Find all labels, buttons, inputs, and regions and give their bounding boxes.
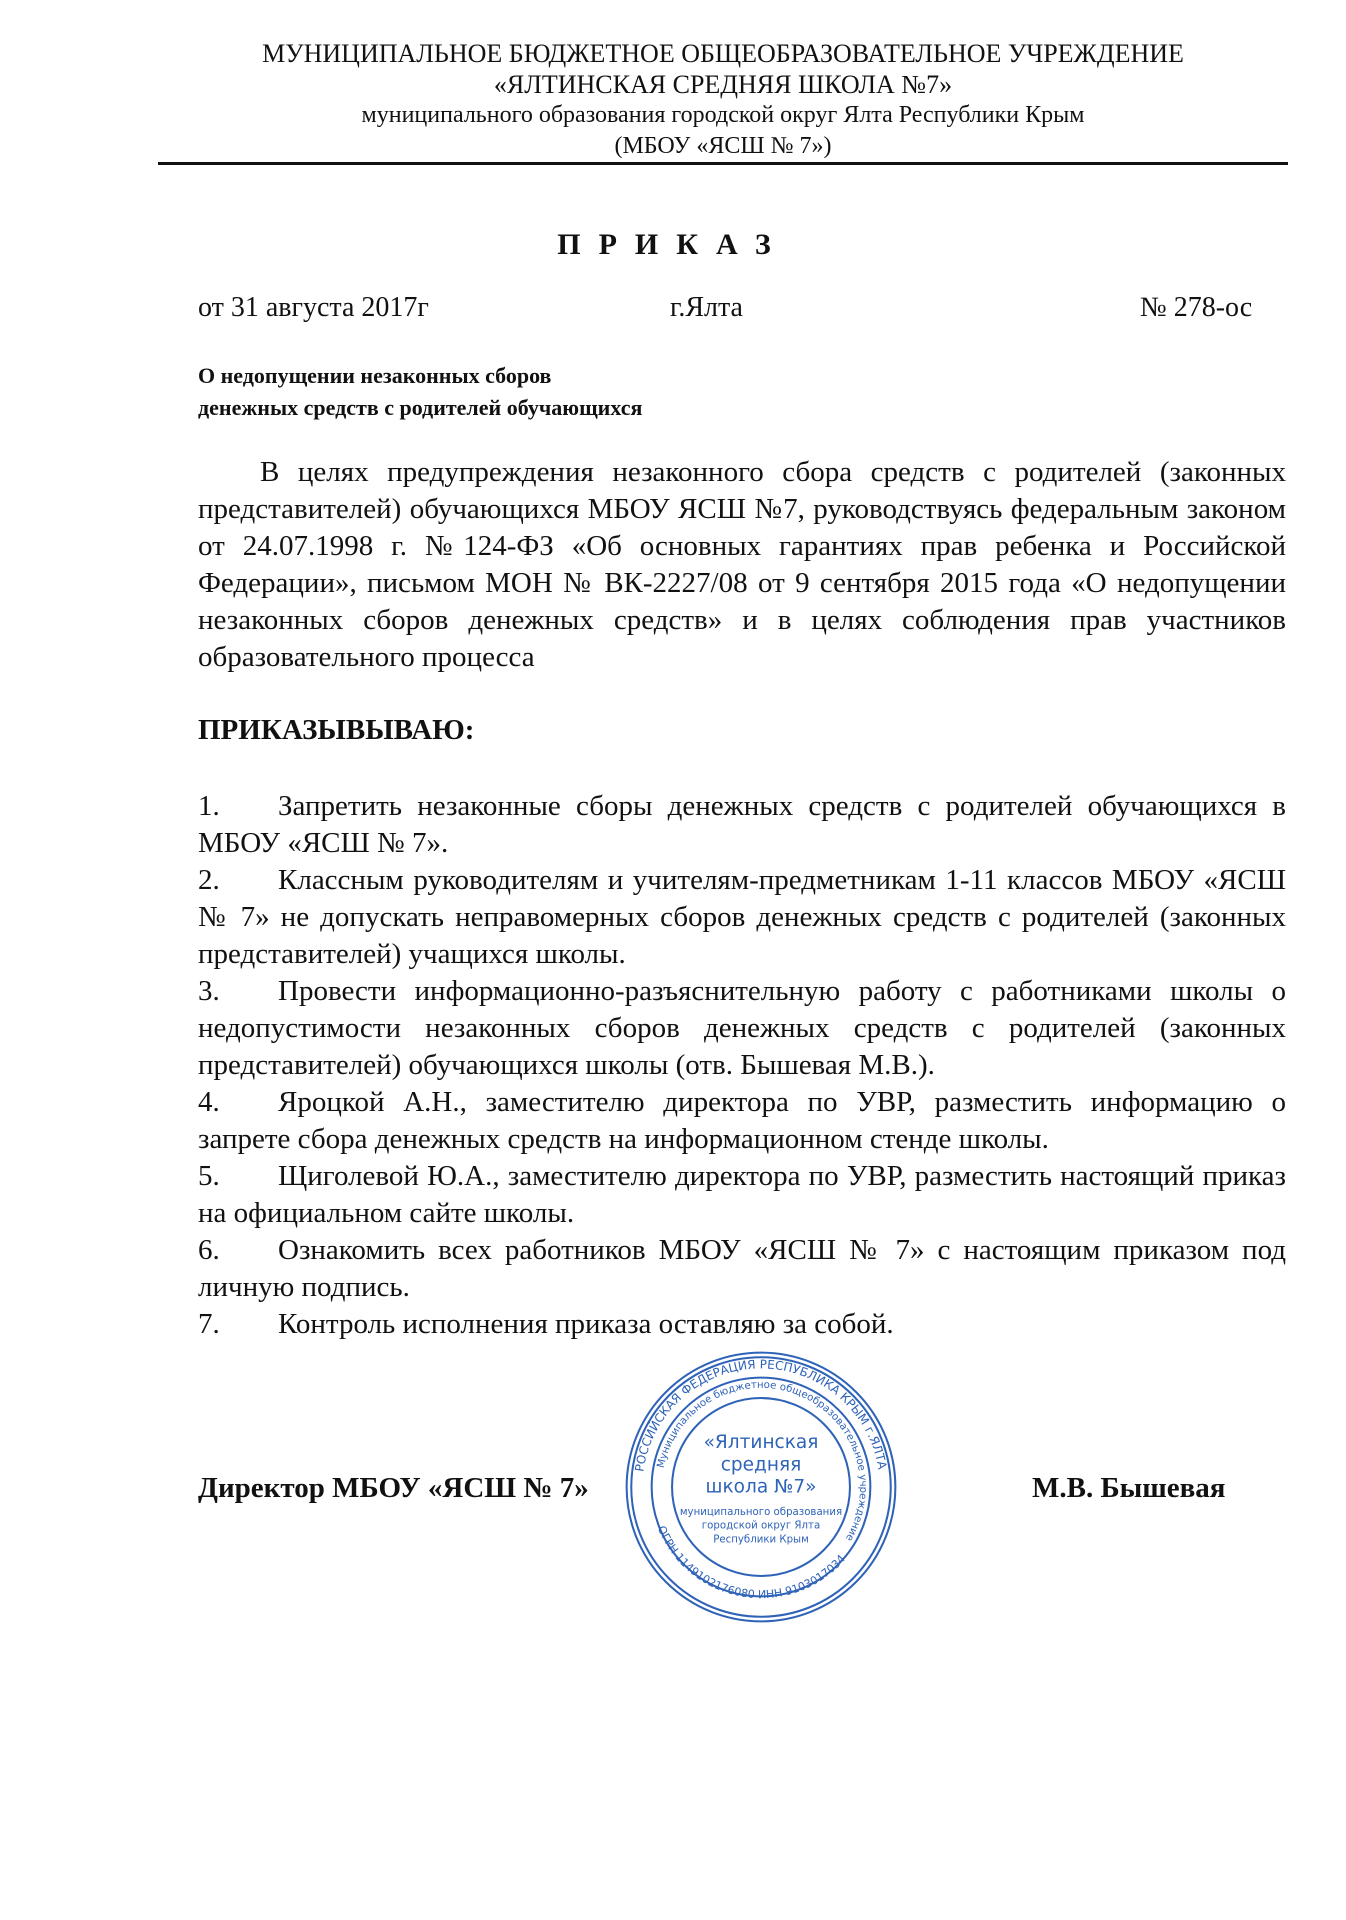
- stamp-small-line-2: городской округ Ялта: [701, 1520, 821, 1532]
- subject-line-2: денежных средств с родителей обучающихся: [198, 395, 643, 420]
- order-item: [198, 1306, 1286, 1343]
- item-text: Запретить незаконные сборы денежных средств с родителей обучающихся в МБОУ «ЯСШ № 7».: [198, 790, 1286, 859]
- order-city: г.Ялта: [670, 292, 743, 323]
- item-text: Яроцкой А.Н., заместителю директора по УВР, разместить информацию о запрете сбора денежных средств на информационном стенде школы.: [198, 1086, 1286, 1155]
- item-text: Ознакомить всех работников МБОУ «ЯСШ № 7» с настоящим приказом под личную подпись.: [198, 1234, 1286, 1303]
- item-number: 1.: [198, 790, 220, 822]
- stamp-outer-ring-text: РОССИЙСКАЯ ФЕДЕРАЦИЯ РЕСПУБЛИКА КРЫМ г.ЯЛТА: [632, 1357, 890, 1473]
- preamble-paragraph: В целях предупреждения незаконного сбора средств с родителей (законных представителей) обучающихся МБОУ ЯСШ №7, руководствуясь федеральным законом от 24.07.1998 г. №124-ФЗ «Об основных гарантиях прав ребенка и Российской Федерации», письмом МОН № ВК-2227/08 от 9 сентября 2015 года «О недопущении незаконных сборов денежных средств» и в целях соблюдения прав участников образовательного процесса: [198, 456, 1286, 673]
- item-number: 7.: [198, 1308, 220, 1340]
- stamp-center-line-1: «Ялтинская: [703, 1432, 819, 1454]
- order-item: [198, 1158, 1286, 1232]
- document-title: ПРИКАЗ: [557, 228, 789, 261]
- stamp-inner-ring-text: Муниципальное бюджетное общеобразовательное учреждение: [655, 1379, 869, 1543]
- item-text: Провести информационно-разъяснительную работу с работниками школы о недопустимости незаконных сборов денежных средств с родителей (законных представителей) обучающихся школы (отв. Бышевая М.В.).: [198, 975, 1286, 1081]
- item-number: 5.: [198, 1160, 220, 1192]
- item-text: Контроль исполнения приказа оставляю за собой.: [278, 1308, 894, 1340]
- letterhead: [158, 38, 1288, 162]
- letterhead-line-3: муниципального образования городской округ Ялта Республики Крым: [361, 102, 1085, 128]
- subject-line-1: О недопущении незаконных сборов: [198, 363, 552, 388]
- item-number: 2.: [198, 864, 220, 896]
- order-number: № 278-ос: [1140, 292, 1253, 323]
- item-text: Щиголевой Ю.А., заместителю директора по УВР, разместить настоящий приказ на официальном сайте школы.: [198, 1160, 1286, 1229]
- order-item: [198, 1084, 1286, 1158]
- letterhead-line-4: (МБОУ «ЯСШ № 7»): [614, 133, 832, 159]
- letterhead-divider: [158, 162, 1288, 165]
- order-item: [198, 1232, 1286, 1306]
- stamp-small-line-1: муниципального образования: [679, 1506, 843, 1518]
- letterhead-line-1: МУНИЦИПАЛЬНОЕ БЮДЖЕТНОЕ ОБЩЕОБРАЗОВАТЕЛЬНОЕ УЧРЕЖДЕНИЕ: [262, 39, 1184, 68]
- order-date: от 31 августа 2017г: [198, 292, 429, 323]
- item-text: Классным руководителям и учителям-предметникам 1-11 классов МБОУ «ЯСШ № 7» не допускать неправомерных сборов денежных средств с родителей (законных представителей) учащихся школы.: [198, 864, 1286, 970]
- order-item: [198, 973, 1286, 1084]
- school-seal-stamp: [622, 1348, 900, 1626]
- signatory-name: М.В. Бышевая: [1032, 1472, 1226, 1504]
- item-number: 6.: [198, 1234, 220, 1266]
- order-items-list: [198, 788, 1286, 1343]
- signatory-role: Директор МБОУ «ЯСШ № 7»: [198, 1472, 589, 1504]
- stamp-bottom-ring-text: ОГРН 1149102176080 ИНН 9103017034: [654, 1523, 849, 1602]
- order-subject: [198, 360, 642, 424]
- order-heading: ПРИКАЗЫВЫВАЮ:: [198, 714, 475, 746]
- item-number: 4.: [198, 1086, 220, 1118]
- letterhead-line-2: «ЯЛТИНСКАЯ СРЕДНЯЯ ШКОЛА №7»: [493, 70, 953, 99]
- stamp-center-line-2: средняя: [720, 1454, 802, 1476]
- stamp-small-line-3: Республики Крым: [713, 1534, 809, 1546]
- order-item: [198, 862, 1286, 973]
- order-item: [198, 788, 1286, 862]
- stamp-center-line-3: школа №7»: [705, 1476, 817, 1498]
- item-number: 3.: [198, 975, 220, 1007]
